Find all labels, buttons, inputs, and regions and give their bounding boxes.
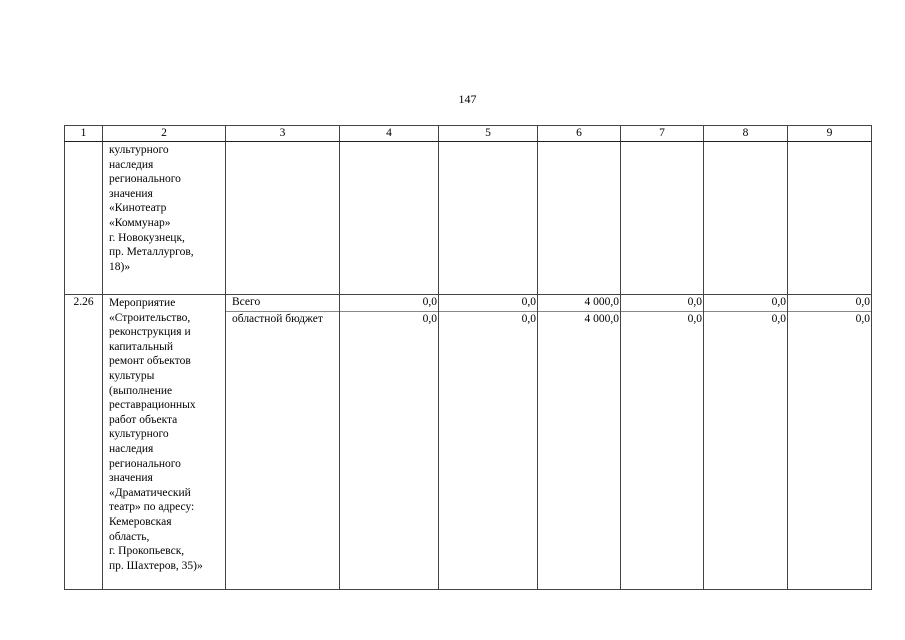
value-cell-5 — [439, 295, 538, 590]
column-header-1: 1 — [65, 126, 103, 142]
value-regional-4: 0,0 — [422, 312, 437, 325]
column-header-2: 2 — [103, 126, 226, 142]
column-header-8: 8 — [704, 126, 788, 142]
continuation-description-text: культурного наследия регионального значения «Кинотеатр «Коммунар» г. Новокузнецк, пр. Металлургов, 18)» — [109, 144, 194, 273]
continuation-cell-5 — [439, 142, 538, 295]
value-total-4: 0,0 — [340, 295, 438, 312]
column-header-6: 6 — [538, 126, 621, 142]
continuation-description — [103, 142, 226, 295]
column-header-5: 5 — [439, 126, 538, 142]
column-header-4: 4 — [340, 126, 439, 142]
budget-table — [64, 125, 872, 590]
continuation-row — [65, 142, 872, 295]
row-description — [103, 295, 226, 590]
value-regional-7: 0,0 — [687, 312, 702, 325]
column-header-3: 3 — [226, 126, 340, 142]
table-row — [65, 295, 872, 590]
continuation-row-number — [65, 142, 103, 295]
value-cell-4 — [340, 295, 439, 590]
continuation-cell-9 — [788, 142, 872, 295]
page-number: 147 — [458, 92, 477, 106]
continuation-cell-8 — [704, 142, 788, 295]
column-header-9: 9 — [788, 126, 872, 142]
funding-source-cell — [226, 295, 340, 590]
value-total-7: 0,0 — [621, 295, 703, 312]
value-total-8: 0,0 — [704, 295, 787, 312]
value-regional-9: 0,0 — [855, 312, 870, 325]
value-total-6: 4 000,0 — [538, 295, 620, 312]
value-regional-8: 0,0 — [771, 312, 786, 325]
value-cell-6 — [538, 295, 621, 590]
column-header-7: 7 — [621, 126, 704, 142]
value-cell-9 — [788, 295, 872, 590]
value-cell-7 — [621, 295, 704, 590]
value-regional-5: 0,0 — [521, 312, 536, 325]
value-cell-8 — [704, 295, 788, 590]
row-description-text: Мероприятие «Строительство, реконструкция и капитальный ремонт объектов культуры (выполнение реставрационных работ объекта культурного наследия регионального значения «Драматический театр» по адресу: Кемеровская область, г. Прокопьевск, пр. Шахтеров, 35)» — [109, 297, 203, 572]
continuation-cell-3 — [226, 142, 340, 295]
value-total-9: 0,0 — [788, 295, 871, 312]
row-number: 2.26 — [65, 295, 103, 590]
continuation-cell-4 — [340, 142, 439, 295]
value-regional-6: 4 000,0 — [584, 312, 619, 325]
value-total-5: 0,0 — [439, 295, 537, 312]
column-number-row — [65, 126, 872, 142]
continuation-cell-6 — [538, 142, 621, 295]
funding-source-total: Всего — [226, 295, 339, 312]
funding-source-regional: областной бюджет — [232, 312, 323, 325]
continuation-cell-7 — [621, 142, 704, 295]
